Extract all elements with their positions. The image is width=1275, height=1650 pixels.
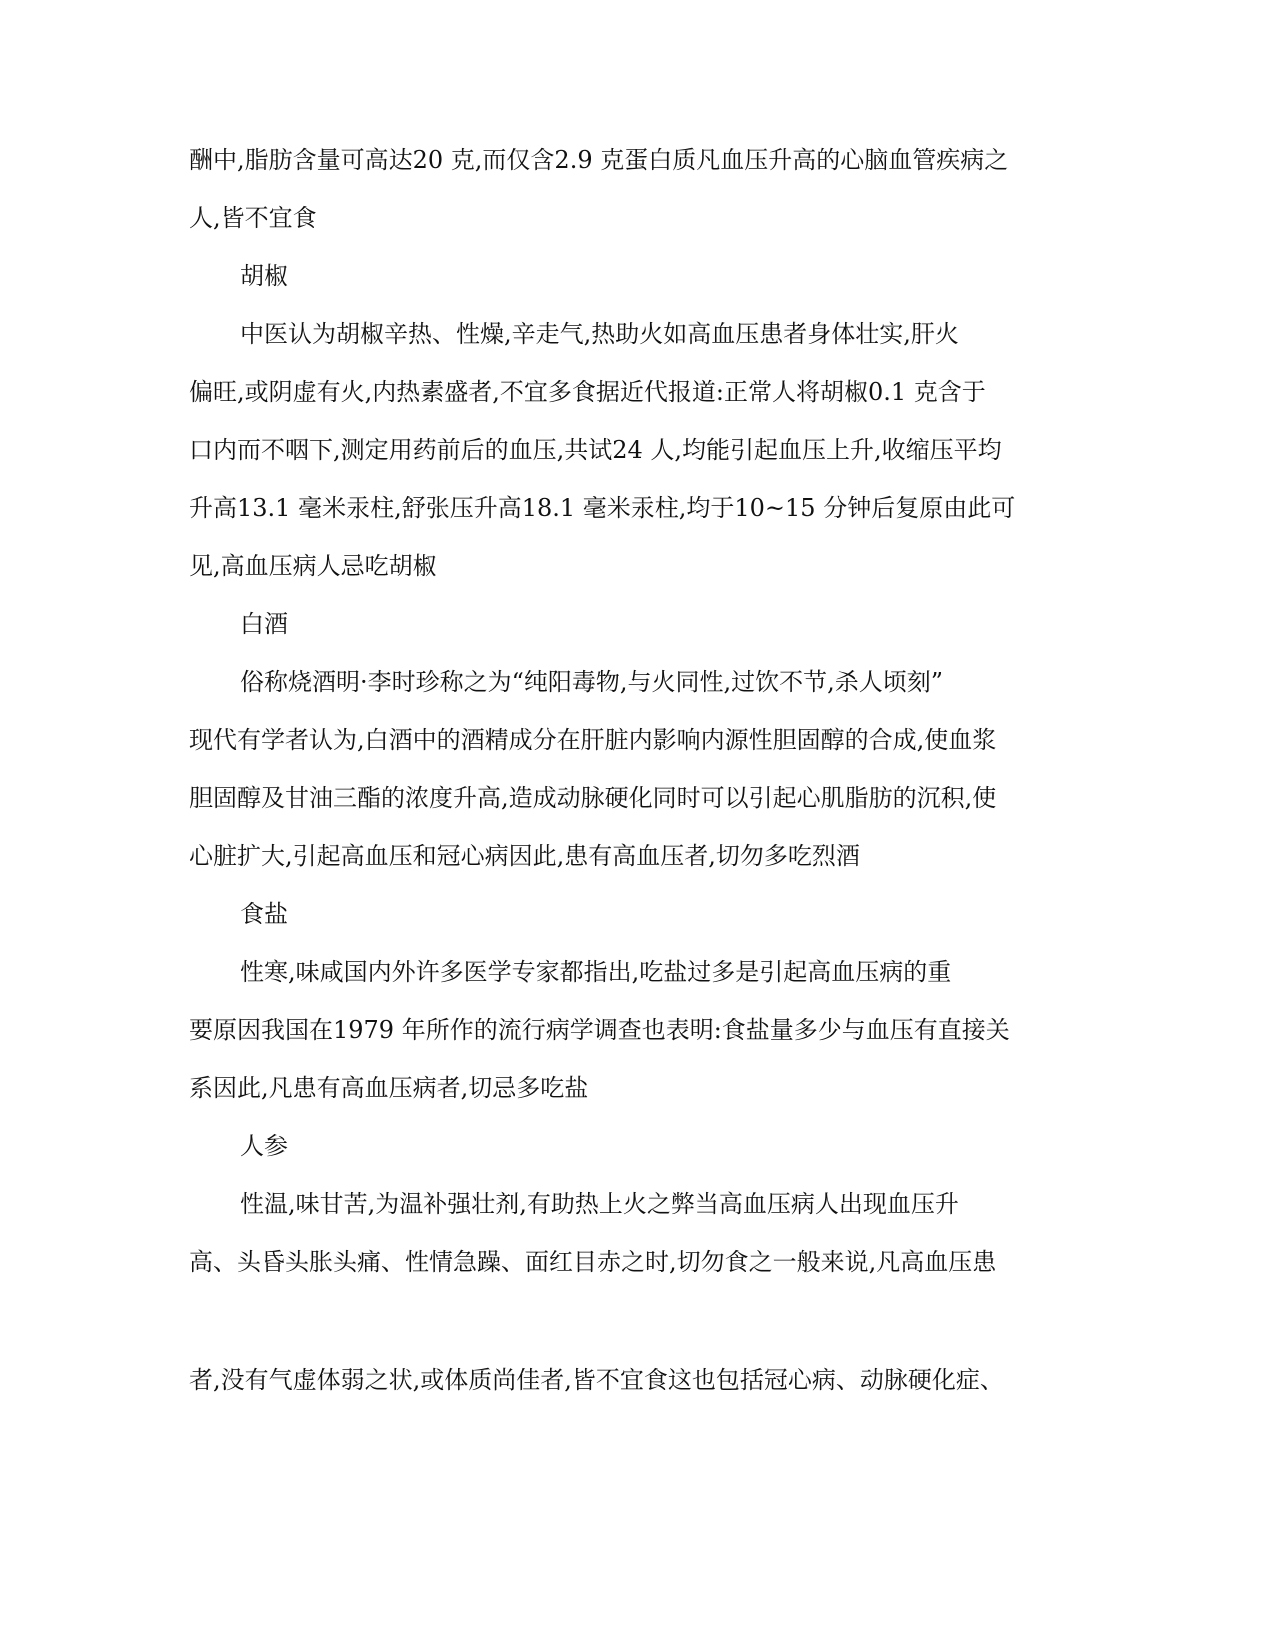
text-line: 见,高血压病人忌吃胡椒	[189, 552, 437, 580]
text-line: 俗称烧酒明·李时珍称之为“纯阳毒物,与火同性,过饮不节,杀人顷刻”	[240, 668, 944, 696]
text-line: 高、头昏头胀头痛、性情急躁、面红目赤之时,切勿食之一般来说,凡高血压患	[189, 1248, 997, 1276]
text-line: 酬中,脂肪含量可高达20 克,而仅含2.9 克蛋白质凡血压升高的心脑血管疾病之	[189, 146, 1009, 174]
text-line: 者,没有气虚体弱之状,或体质尚佳者,皆不宜食这也包括冠心病、动脉硬化症、	[189, 1366, 1004, 1394]
section-heading: 胡椒	[240, 262, 288, 290]
text-line: 人,皆不宜食	[189, 204, 317, 232]
text-line: 心脏扩大,引起高血压和冠心病因此,患有高血压者,切勿多吃烈酒	[189, 842, 860, 870]
text-line: 中医认为胡椒辛热、性燥,辛走气,热助火如高血压患者身体壮实,肝火	[240, 320, 959, 348]
text-line: 系因此,凡患有高血压病者,切忌多吃盐	[189, 1074, 589, 1102]
section-heading: 人参	[240, 1132, 288, 1160]
text-line: 性寒,味咸国内外许多医学专家都指出,吃盐过多是引起高血压病的重	[240, 958, 952, 986]
text-line: 偏旺,或阴虚有火,内热素盛者,不宜多食据近代报道:正常人将胡椒0.1 克含于	[189, 378, 986, 406]
section-heading: 白酒	[240, 610, 288, 638]
text-line: 胆固醇及甘油三酯的浓度升高,造成动脉硬化同时可以引起心肌脂肪的沉积,使	[189, 784, 997, 812]
text-line: 口内而不咽下,测定用药前后的血压,共试24 人,均能引起血压上升,收缩压平均	[189, 436, 1002, 464]
text-line: 要原因我国在1979 年所作的流行病学调查也表明:食盐量多少与血压有直接关	[189, 1016, 1010, 1044]
text-line: 性温,味甘苦,为温补强壮剂,有助热上火之弊当高血压病人出现血压升	[240, 1190, 959, 1218]
section-heading: 食盐	[240, 900, 288, 928]
text-line: 现代有学者认为,白酒中的酒精成分在肝脏内影响内源性胆固醇的合成,使血浆	[189, 726, 997, 754]
text-line: 升高13.1 毫米汞柱,舒张压升高18.1 毫米汞柱,均于10~15 分钟后复原由此可	[189, 494, 1016, 522]
